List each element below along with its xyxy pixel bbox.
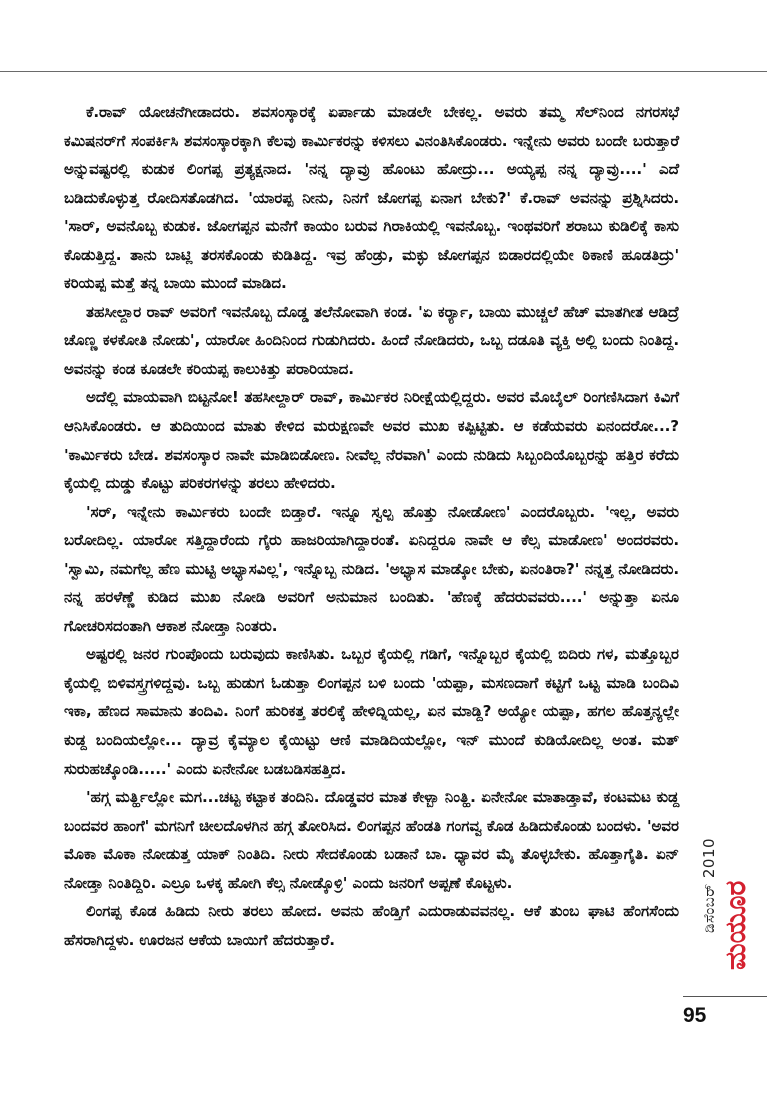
article-paragraph-2: ತಹಸೀಲ್ದಾರ ರಾವ್ ಅವರಿಗೆ ಇವನೊಬ್ಬ ದೊಡ್ಡ ತಲೆನೋವಾಗಿ ಕಂಡ. 'ಏ ಕರ್ರ್ಯಾ, ಬಾಯಿ ಮುಚ್ಚಲೆ ಹೆಚ್ ಮಾತಗೀತ ಆಡಿದ್ರೆ ಚೊಣ್ಣ ಕಳಕೋತಿ ನೋಡು', ಯಾರೋ ಹಿಂದಿನಿಂದ ಗುಡುಗಿದರು. ಹಿಂದೆ ನೋಡಿದರು, ಒಬ್ಬ ದಡೂತಿ ವ್ಯಕ್ತಿ ಅಲ್ಲಿ ಬಂದು ನಿಂತಿದ್ದ. ಅವನನ್ನು ಕಂಡ ಕೂಡಲೇ ಕರಿಯಪ್ಪ ಕಾಲುಕಿತ್ತು ಪರಾರಿಯಾದ. <box>64 302 679 378</box>
article-body <box>64 98 679 954</box>
magazine-logo: ಮಯೂರ <box>719 880 752 970</box>
article-paragraph-7: ಲಿಂಗಪ್ಪ ಕೊಡ ಹಿಡಿದು ನೀರು ತರಲು ಹೋದ. ಅವನು ಹೆಂಡ್ತಿಗೆ ಎದುರಾಡುವವನಲ್ಲ. ಆಕೆ ತುಂಬ ಘಾಟಿ ಹೆಂಗಸೆಂದು ಹೆಸರಾಗಿದ್ದಳು. ಊರಜನ ಆಕೆಯ ಬಾಯಿಗೆ ಹೆದರುತ್ತಾರೆ. <box>64 902 679 949</box>
issue-date: ಡಿಸೆಂಬರ್ 2010 <box>700 837 718 933</box>
page-number: 95 <box>683 1004 707 1027</box>
top-rule <box>0 71 767 72</box>
article-paragraph-4: 'ಸರ್, ಇನ್ನೇನು ಕಾರ್ಮಿಕರು ಬಂದೇ ಬಿಡ್ತಾರೆ. ಇನ್ನೂ ಸ್ವಲ್ಪ ಹೊತ್ತು ನೋಡೋಣ' ಎಂದರೊಬ್ಬರು. 'ಇಲ್ಲ, ಅವರು ಬರೋದಿಲ್ಲ. ಯಾರೋ ಸತ್ತಿದ್ದಾರೆಂದು ಗೈರು ಹಾಜರಿಯಾಗಿದ್ದಾರಂತೆ. ಏನಿದ್ದರೂ ನಾವೇ ಆ ಕೆಲ್ಸ ಮಾಡೋಣ' ಅಂದರವರು. 'ಸ್ವಾಮಿ, ನಮಗೆಲ್ಲ ಹೆಣ ಮುಟ್ಟಿ ಅಭ್ಯಾಸವಿಲ್ಲ', ಇನ್ನೊಬ್ಬ ನುಡಿದ. 'ಅಭ್ಯಾಸ ಮಾಡ್ಕೋ ಬೇಕು, ಏನಂತಿರಾ?' ನನ್ನತ್ತ ನೋಡಿದರು. ನನ್ನ ಹರಳೆಣ್ಣೆ ಕುಡಿದ ಮುಖ ನೋಡಿ ಅವರಿಗೆ ಅನುಮಾನ ಬಂದಿತು. 'ಹೆಣಕ್ಕೆ ಹೆದರುವವರು....' ಅನ್ನುತ್ತಾ ಏನೂ ಗೋಚರಿಸದಂತಾಗಿ ಆಕಾಶ ನೋಡ್ತಾ ನಿಂತರು. <box>64 502 679 635</box>
article-paragraph-3: ಅದೆಲ್ಲಿ ಮಾಯವಾಗಿ ಬಿಟ್ಟನೋ! ತಹಸೀಲ್ದಾರ್ ರಾವ್, ಕಾರ್ಮಿಕರ ನಿರೀಕ್ಷೆಯಲ್ಲಿದ್ದರು. ಅವರ ಮೊಬೈಲ್ ರಿಂಗಣಿಸಿದಾಗ ಕಿವಿಗೆ ಆನಿಸಿಕೊಂಡರು. ಆ ತುದಿಯಿಂದ ಮಾತು ಕೇಳಿದ ಮರುಕ್ಷಣವೇ ಅವರ ಮುಖ ಕಪ್ಪಿಟ್ಟಿತು. ಆ ಕಡೆಯವರು ಏನಂದರೋ...? 'ಕಾರ್ಮಿಕರು ಬೇಡ. ಶವಸಂಸ್ಕಾರ ನಾವೇ ಮಾಡಿಬಿಡೋಣ. ನೀವೆಲ್ಲ ನೆರವಾಗಿ' ಎಂದು ನುಡಿದು ಸಿಬ್ಬಂದಿಯೊಬ್ಬರನ್ನು ಹತ್ತಿರ ಕರೆದು ಕೈಯಲ್ಲಿ ದುಡ್ಡು ಕೊಟ್ಟು ಪರಿಕರಗಳನ್ನು ತರಲು ಹೇಳಿದರು. <box>64 388 679 493</box>
article-paragraph-5: ಅಷ್ಟರಲ್ಲಿ ಜನರ ಗುಂಪೊಂದು ಬರುವುದು ಕಾಣಿಸಿತು. ಒಬ್ಬರ ಕೈಯಲ್ಲಿ ಗಡಿಗೆ, ಇನ್ನೊಬ್ಬರ ಕೈಯಲ್ಲಿ ಬಿದಿರು ಗಳ, ಮತ್ತೊಬ್ಬರ ಕೈಯಲ್ಲಿ ಬಿಳಿವಸ್ತ್ರಗಳಿದ್ದವು. ಒಬ್ಬ ಹುಡುಗ ಓಡುತ್ತಾ ಲಿಂಗಪ್ಪನ ಬಳಿ ಬಂದು 'ಯಪ್ಪಾ, ಮಸಣದಾಗೆ ಕಟ್ಟಿಗೆ ಒಟ್ಟ ಮಾಡಿ ಬಂದಿವಿ ಇಕಾ, ಹೆಣದ ಸಾಮಾನು ತಂದಿವಿ. ನಿಂಗೆ ಹುರಿಕತ್ತ ತರಲಿಕ್ಕೆ ಹೇಳಿದ್ನಿಯಲ್ಲ, ಏನ ಮಾಡ್ದಿ? ಅಯ್ಯೋ ಯಪ್ಪಾ, ಹಗಲ ಹೊತ್ತನ್ಯಲ್ಲೇ ಕುಡ್ದ ಬಂದಿಯಲ್ಲೋ... ದ್ಯಾವ್ರ ಕೈಮ್ಯಾಲ ಕೈಯಿಟ್ಟು ಆಣಿ ಮಾಡಿದಿಯಲ್ಲೋ, ಇನ್ ಮುಂದೆ ಕುಡಿಯೋದಿಲ್ಲ ಅಂತ. ಮತ್ ಸುರುಹಚ್ಕೊಂಡಿ.....' ಎಂದು ಏನೇನೋ ಬಡಬಡಿಸಹತ್ತಿದ. <box>64 645 679 778</box>
footer-rule <box>683 996 767 997</box>
article-paragraph-1: ಕೆ.ರಾವ್ ಯೋಚನೆಗೀಡಾದರು. ಶವಸಂಸ್ಕಾರಕ್ಕೆ ಏರ್ಪಾಡು ಮಾಡಲೇ ಬೇಕಲ್ಲ. ಅವರು ತಮ್ಮ ಸೆಲ್‌ನಿಂದ ನಗರಸಭೆ ಕಮಿಷನರ್‌ಗೆ ಸಂಪರ್ಕಿಸಿ ಶವಸಂಸ್ಕಾರಕ್ಕಾಗಿ ಕೆಲವು ಕಾರ್ಮಿಕರನ್ನು ಕಳಿಸಲು ವಿನಂತಿಸಿಕೊಂಡರು. ಇನ್ನೇನು ಅವರು ಬಂದೇ ಬರುತ್ತಾರೆ ಅನ್ನುವಷ್ಟರಲ್ಲಿ ಕುಡುಕ ಲಿಂಗಪ್ಪ ಪ್ರತ್ಯಕ್ಷನಾದ. 'ನನ್ನ ದ್ಯಾವ್ರು ಹೊಂಟು ಹೋದ್ರು... ಅಯ್ಯಪ್ಪ ನನ್ನ ದ್ಯಾವ್ರು....' ಎದೆ ಬಡಿದುಕೊಳ್ಳುತ್ತ ರೋದಿಸತೊಡಗಿದ. 'ಯಾರಪ್ಪ ನೀನು, ನಿನಗೆ ಜೋಗಪ್ಪ ಏನಾಗ ಬೇಕು?' ಕೆ.ರಾವ್ ಅವನನ್ನು ಪ್ರಶ್ನಿಸಿದರು. 'ಸಾರ್, ಅವನೊಬ್ಬ ಕುಡುಕ. ಜೋಗಪ್ಪನ ಮನೆಗೆ ಕಾಯಂ ಬರುವ ಗಿರಾಕಿಯಲ್ಲಿ ಇವನೊಬ್ಬ. ಇಂಥವರಿಗೆ ಶರಾಬು ಕುಡಿಲಿಕ್ಕೆ ಕಾಸು ಕೊಡುತ್ತಿದ್ದ. ತಾನು ಬಾಟ್ಲಿ ತರಸಕೊಂಡು ಕುಡಿತಿದ್ದ. ಇವ್ರ ಹೆಂಡ್ರು, ಮಕ್ಳು ಜೋಗಪ್ಪನ ಬಿಡಾರದಲ್ಲಿಯೇ ಠಿಕಾಣಿ ಹೂಡತಿದ್ರು' ಕರಿಯಪ್ಪ ಮತ್ತೆ ತನ್ನ ಬಾಯಿ ಮುಂದೆ ಮಾಡಿದ. <box>64 103 679 293</box>
article-paragraph-6: 'ಹಗ್ಗ ಮರ್ತ್ಹಿಲ್ಲೋ ಮಗ...ಚಟ್ಟ ಕಟ್ಟಾಕ ತಂದಿನಿ. ದೊಡ್ಡವರ ಮಾತ ಕೇಳ್ಬಾ ನಿಂತ್ಹಿ. ಏನೇನೋ ಮಾತಾಡ್ತಾವೆ, ಕಂಟಮಟ ಕುಡ್ದ ಬಂದವರ ಹಾಂಗೆ' ಮಗನಿಗೆ ಚೀಲದೊಳಗಿನ ಹಗ್ಗ ತೋರಿಸಿದ. ಲಿಂಗಪ್ಪನ ಹೆಂಡತಿ ಗಂಗವ್ವ ಕೊಡ ಹಿಡಿದುಕೊಂಡು ಬಂದಳು. 'ಅವರ ಮೊಕಾ ಮೊಕಾ ನೋಡುತ್ತ ಯಾಕ್ ನಿಂತಿದಿ. ನೀರು ಸೇದಕೊಂಡು ಬಡಾನೆ ಬಾ. ಧ್ಯಾವರ ಮೈ ತೊಳ್ಳಬೇಕು. ಹೊತ್ತಾಗೈತಿ. ಏನ್ ನೋಡ್ತಾ ನಿಂತಿದ್ದಿರಿ. ಎಲ್ರೂ ಒಳಕ್ಕ ಹೋಗಿ ಕೆಲ್ಸ ನೋಡ್ಕೊಳ್ರಿ' ಎಂದು ಜನರಿಗೆ ಅಪ್ಪಣೆ ಕೊಟ್ಟಳು. <box>64 788 679 892</box>
